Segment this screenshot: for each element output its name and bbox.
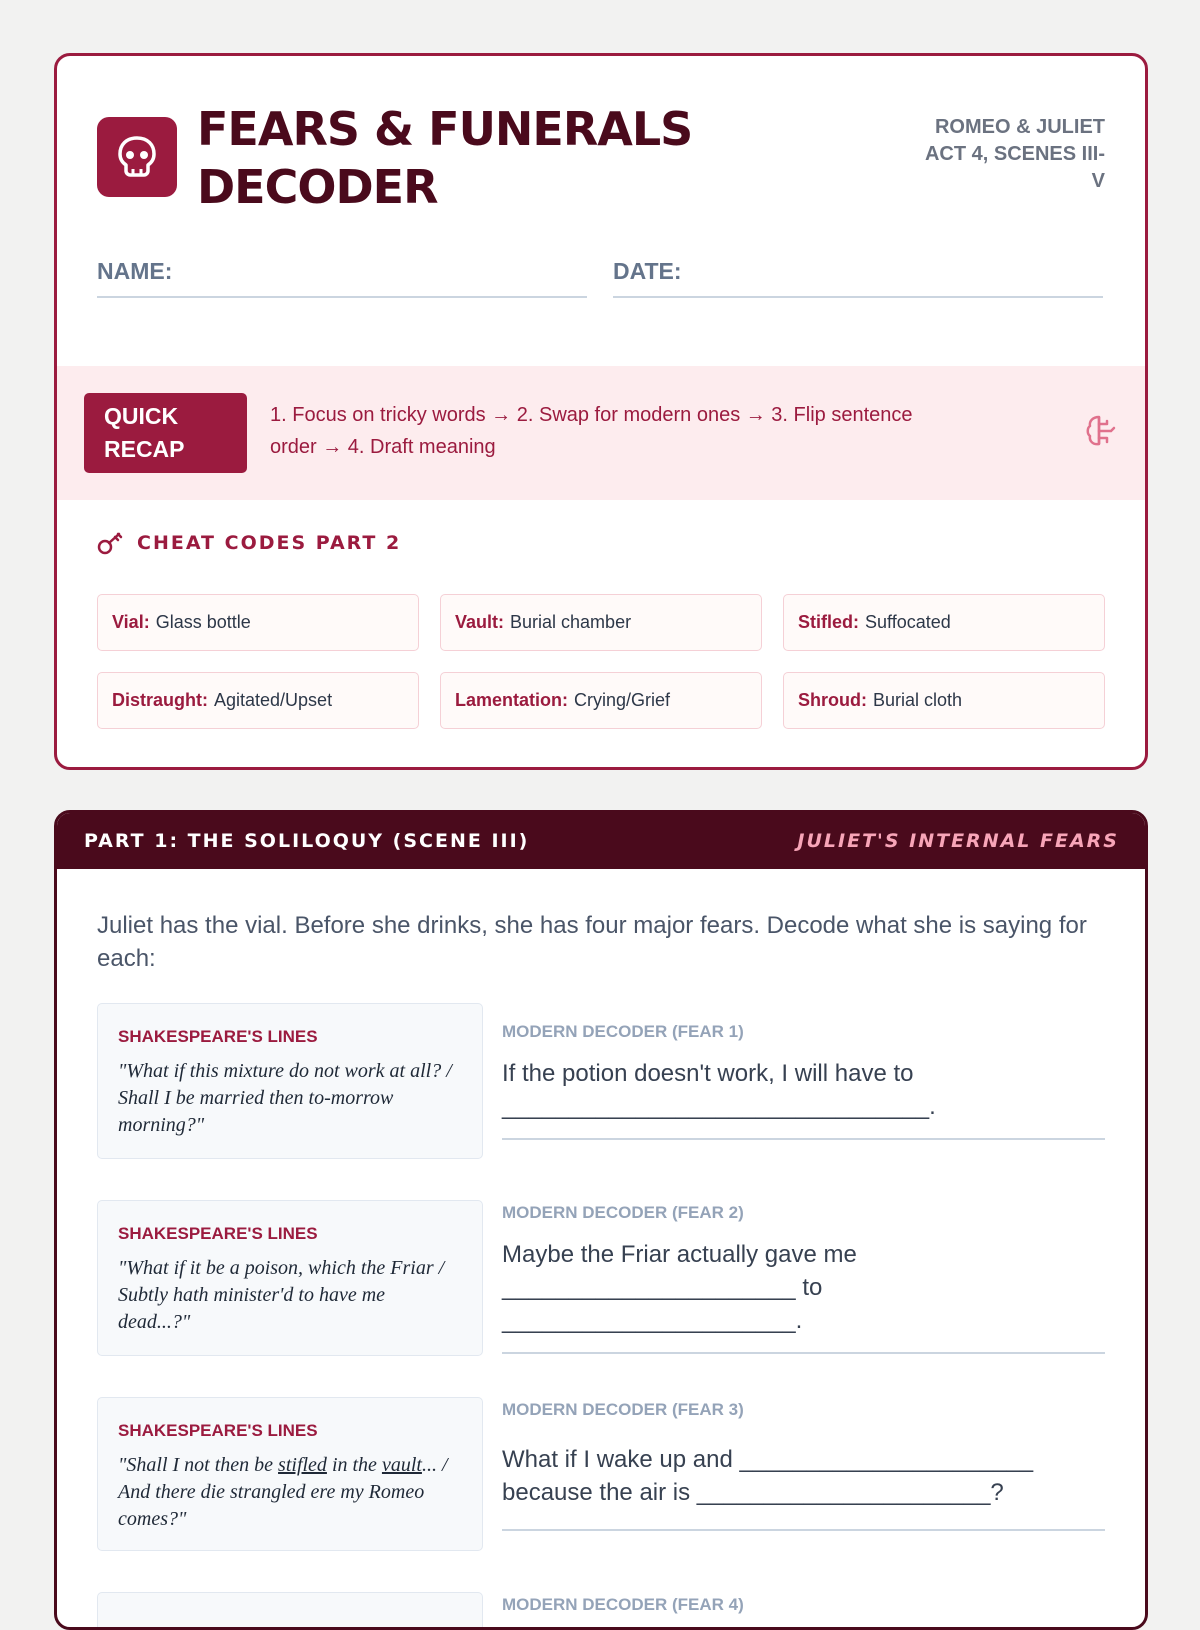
meta-line: ROMEO & JULIET <box>934 116 1105 138</box>
cheat-code-meaning: Burial cloth <box>873 690 963 710</box>
decoder-label: MODERN DECODER (FEAR 3) <box>502 1400 744 1419</box>
date-field[interactable] <box>613 256 1103 298</box>
decoder-label: MODERN DECODER (FEAR 2) <box>502 1203 744 1222</box>
recap-badge-line: QUICK <box>104 403 179 429</box>
decoder-label: MODERN DECODER (FEAR 4) <box>502 1595 744 1614</box>
quote-fragment: "Shall I not then be <box>118 1454 279 1476</box>
worksheet-header-card <box>54 53 1148 770</box>
header <box>97 100 1105 220</box>
part1-header-bar <box>57 813 1145 869</box>
part1-subtitle: JULIET'S INTERNAL FEARS <box>797 830 1119 852</box>
cheat-code-item <box>97 594 419 651</box>
quote-label: SHAKESPEARE'S LINES <box>118 1224 318 1243</box>
cheat-code-meaning: Burial chamber <box>510 612 632 632</box>
cheat-code-meaning: Glass bottle <box>155 612 251 632</box>
decoder-label: MODERN DECODER (FEAR 1) <box>502 1022 744 1041</box>
quote-box <box>97 1397 483 1551</box>
title-line: FEARS & FUNERALS <box>197 102 693 156</box>
play-reference <box>905 114 1105 195</box>
quote-text <box>118 1452 462 1533</box>
underlined-word: vault <box>381 1454 422 1476</box>
cheat-code-term: Vial: <box>112 612 150 632</box>
date-label: DATE: <box>613 258 682 284</box>
meta-line: V <box>1091 170 1105 192</box>
cheat-code-term: Lamentation: <box>455 690 569 710</box>
quote-label: SHAKESPEARE'S LINES <box>118 1027 318 1046</box>
quote-box <box>97 1200 483 1356</box>
part1-instructions: Juliet has the vial. Before she drinks, she has four major fears. Decode what she is saying for each: <box>97 912 1087 972</box>
cheat-code-item <box>783 594 1105 651</box>
recap-badge-line: RECAP <box>104 436 185 462</box>
cheat-code-meaning: Crying/Grief <box>574 690 671 710</box>
cheat-codes-grid <box>97 594 1105 729</box>
decoder-field[interactable] <box>502 1200 1105 1354</box>
brain-icon <box>1085 413 1117 449</box>
title-line: DECODER <box>197 160 438 214</box>
cheat-code-item <box>440 672 762 729</box>
cheat-code-term: Vault: <box>455 612 505 632</box>
meta-line: ACT 4, SCENES III- <box>924 143 1105 165</box>
decoder-text: Maybe the Friar actually gave me ______________________ to ______________________. <box>502 1241 857 1334</box>
quote-box <box>97 1003 483 1159</box>
quote-text: "What if it be a poison, which the Friar / Subtly hath minister'd to have me dead...?" <box>118 1257 445 1333</box>
quote-fragment: ... / And there die strangled ere my Romeo comes?" <box>118 1454 448 1530</box>
quote-label: SHAKESPEARE'S LINES <box>118 1421 318 1440</box>
decoder-field[interactable] <box>502 1003 1105 1140</box>
cheat-codes-title: CHEAT CODES PART 2 <box>137 532 402 554</box>
name-label: NAME: <box>97 258 173 284</box>
quote-box <box>97 1592 483 1630</box>
logo-badge <box>97 117 177 197</box>
quote-text: "What if this mixture do not work at all? / Shall I be married then to-morrow morning?" <box>118 1060 452 1136</box>
cheat-code-term: Distraught: <box>112 690 208 710</box>
cheat-code-item <box>97 672 419 729</box>
key-icon <box>97 531 123 555</box>
cheat-code-item <box>440 594 762 651</box>
underlined-word: stifled <box>278 1454 327 1476</box>
quote-fragment: in the <box>326 1454 382 1476</box>
cheat-code-term: Shroud: <box>798 690 867 710</box>
part1-card <box>54 810 1148 1630</box>
recap-steps <box>270 399 1030 463</box>
page-title <box>197 100 692 216</box>
part1-title: PART 1: THE SOLILOQUY (SCENE III) <box>84 830 530 852</box>
quick-recap-banner <box>57 366 1145 500</box>
cheat-code-term: Stifled: <box>798 612 859 632</box>
skull-icon <box>115 134 159 180</box>
name-field[interactable] <box>97 256 587 298</box>
decoder-field[interactable] <box>502 1592 1105 1630</box>
cheat-code-meaning: Suffocated <box>865 612 951 632</box>
decoder-text: What if I wake up and ______________________ because the air is ______________________? <box>502 1446 1034 1506</box>
cheat-code-item <box>783 672 1105 729</box>
cheat-code-meaning: Agitated/Upset <box>214 690 333 710</box>
quick-recap-badge <box>84 393 247 473</box>
recap-step-line: order → 4. Draft meaning <box>270 436 496 458</box>
recap-step-line: 1. Focus on tricky words → 2. Swap for modern ones → 3. Flip sentence <box>270 404 913 426</box>
decoder-field[interactable] <box>502 1397 1105 1531</box>
cheat-codes-heading <box>97 528 401 558</box>
decoder-text: If the potion doesn't work, I will have to ________________________________. <box>502 1060 936 1120</box>
